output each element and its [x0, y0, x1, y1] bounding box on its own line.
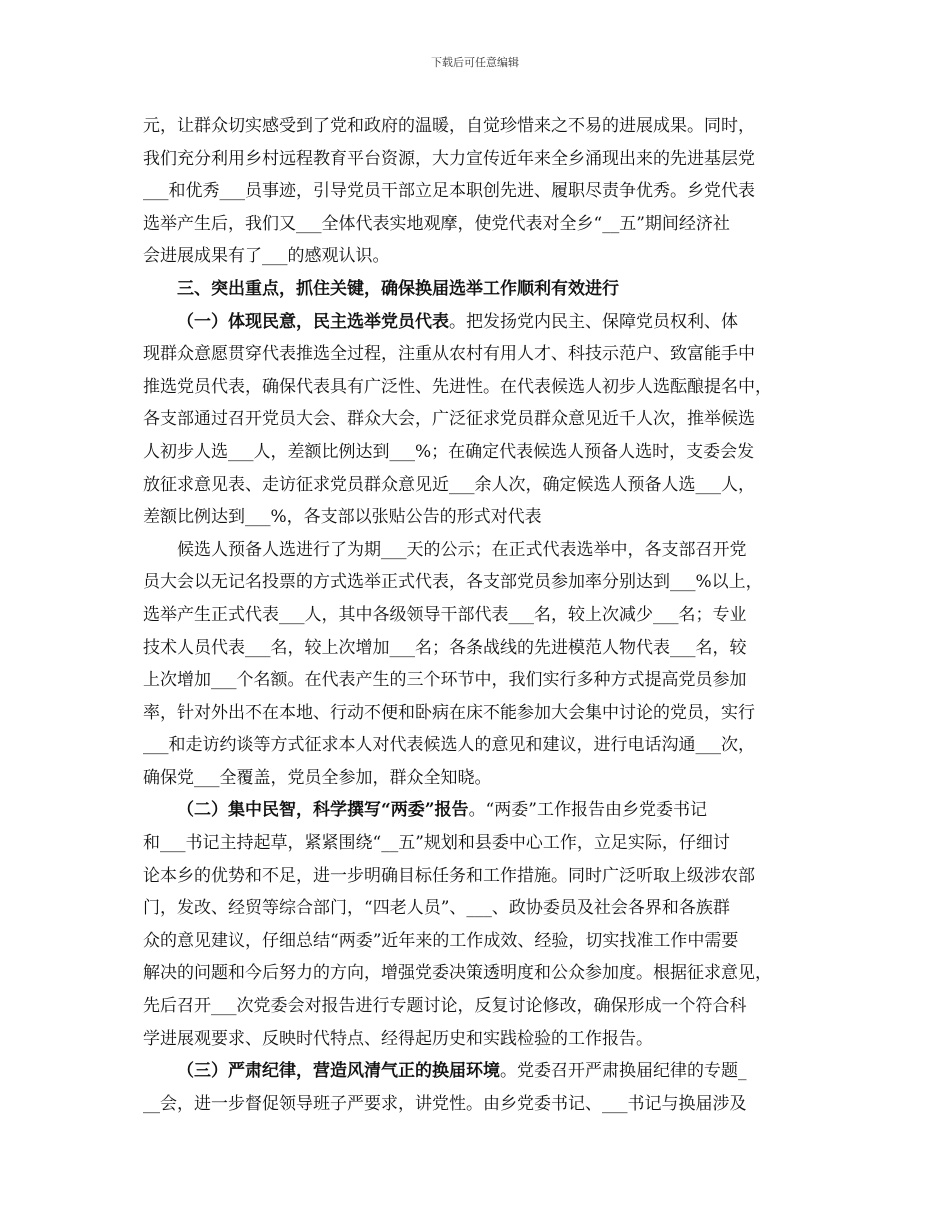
text-line [143, 469, 813, 502]
body-text: 和___书记主持起草，紧紧围绕“__五”规划和县委中心工作，立足实际，仔细讨 [143, 833, 730, 854]
bold-text: （三）严肃纪律，营造风清气正的换届环境 [177, 1061, 500, 1082]
text-line [143, 990, 813, 1023]
text-line [143, 827, 813, 860]
body-text: 。把发扬党内民主、保障党员权利、体 [449, 311, 738, 332]
body-text: 上次增加___个名额。在代表产生的三个环节中，我们实行多种方式提高党员参加 [143, 670, 747, 691]
body-text: 我们充分利用乡村远程教育平台资源，大力宣传近年来全乡涌现出来的先进基层党 [143, 148, 755, 169]
text-line [143, 1023, 813, 1056]
body-text: 选举产生正式代表___人，其中各级领导干部代表___名，较上次减少___名；专业 [143, 604, 747, 625]
text-line [143, 273, 813, 306]
body-text: 。党委召开严肃换届纪律的专题_ [500, 1061, 747, 1082]
text-line [143, 1055, 813, 1088]
text-line [143, 240, 813, 273]
text-line [143, 729, 813, 762]
body-text: 推选党员代表，确保代表具有广泛性、先进性。在代表候选人初步人选酝酿提名中， [143, 376, 772, 397]
text-line [143, 143, 813, 176]
body-text: __会，进一步督促领导班子严要求，讲党性。由乡党委书记、___书记与换届涉及 [143, 1093, 747, 1114]
body-text: 率，针对外出不在本地、行动不便和卧病在床不能参加大会集中讨论的党员，实行 [143, 702, 755, 723]
body-text: 员大会以无记名投票的方式选举正式代表，各支部党员参加率分别达到___%以上， [143, 572, 763, 593]
text-line [143, 892, 813, 925]
text-line [143, 110, 813, 143]
page-header: 下载后可任意编辑 [431, 56, 519, 69]
text-line [143, 1088, 813, 1121]
body-text: 门，发改、经贸等综合部门，“四老人员”、___、政协委员及社会各界和各族群 [143, 898, 730, 919]
bold-text: （一）体现民意，民主选举党员代表 [177, 311, 449, 332]
body-text: 选举产生后，我们又___全体代表实地观摩，使党代表对全乡“__五”期间经济社 [143, 213, 730, 234]
body-text: 先后召开___次党委会对报告进行专题讨论，反复讨论修改，确保形成一个符合科 [143, 996, 747, 1017]
text-line [143, 664, 813, 697]
body-text: 技术人员代表___名，较上次增加___名；各条战线的先进模范人物代表___名，较 [143, 637, 747, 658]
body-text: 。“两委”工作报告由乡党委书记 [468, 800, 707, 821]
text-line [143, 957, 813, 990]
body-text: 学进展观要求、反映时代特点、经得起历史和实践检验的工作报告。 [143, 1028, 653, 1049]
body-text: 各支部通过召开党员大会、群众大会，广泛征求党员群众意见近千人次，推举候选 [143, 409, 755, 430]
text-line [143, 566, 813, 599]
body-text: 差额比例达到___%，各支部以张贴公告的形式对代表 [143, 507, 542, 528]
text-line [143, 208, 813, 241]
text-line [143, 697, 813, 730]
document-body [143, 110, 813, 1120]
body-text: ___和优秀___员事迹，引导党员干部立足本职创先进、履职尽责争优秀。乡党代表 [143, 181, 755, 202]
body-text: 解决的问题和今后努力的方向，增强党委决策透明度和公众参加度。根据征求意见， [143, 963, 772, 984]
body-text: 放征求意见表、走访征求党员群众意见近___余人次，确定候选人预备人选___人， [143, 474, 755, 495]
body-text: 现群众意愿贯穿代表推选全过程，注重从农村有用人才、科技示范户、致富能手中 [143, 344, 755, 365]
text-line [143, 632, 813, 665]
text-line [143, 762, 813, 795]
text-line [143, 925, 813, 958]
body-text: 候选人预备人选进行了为期___天的公示；在正式代表选举中，各支部召开党 [177, 539, 747, 560]
body-text: 论本乡的优势和不足，进一步明确目标任务和工作措施。同时广泛听取上级涉农部 [143, 865, 755, 886]
body-text: 会进展成果有了___的感观认识。 [143, 246, 390, 267]
text-line [143, 794, 813, 827]
text-line [143, 403, 813, 436]
text-line [143, 501, 813, 534]
bold-text: （二）集中民智，科学撰写“两委”报告 [177, 800, 469, 821]
text-line [143, 860, 813, 893]
text-line [143, 599, 813, 632]
body-text: 元，让群众切实感受到了党和政府的温暖，自觉珍惜来之不易的进展成果。同时， [143, 116, 755, 136]
text-line [143, 436, 813, 469]
body-text: 确保党___全覆盖，党员全参加，群众全知晓。 [143, 767, 492, 788]
body-text: 众的意见建议，仔细总结“两委”近年来的工作成效、经验，切实找准工作中需要 [143, 930, 739, 951]
text-line [143, 306, 813, 339]
bold-text: 三、突出重点，抓住关键，确保换届选举工作顺利有效进行 [177, 278, 619, 299]
body-text: 人初步人选___人，差额比例达到___%；在确定代表候选人预备人选时，支委会发 [143, 441, 755, 462]
text-line [143, 175, 813, 208]
text-line [143, 371, 813, 404]
body-text: ___和走访约谈等方式征求本人对代表候选人的意见和建议，进行电话沟通___次， [143, 735, 755, 756]
text-line [143, 338, 813, 371]
text-line [143, 534, 813, 567]
